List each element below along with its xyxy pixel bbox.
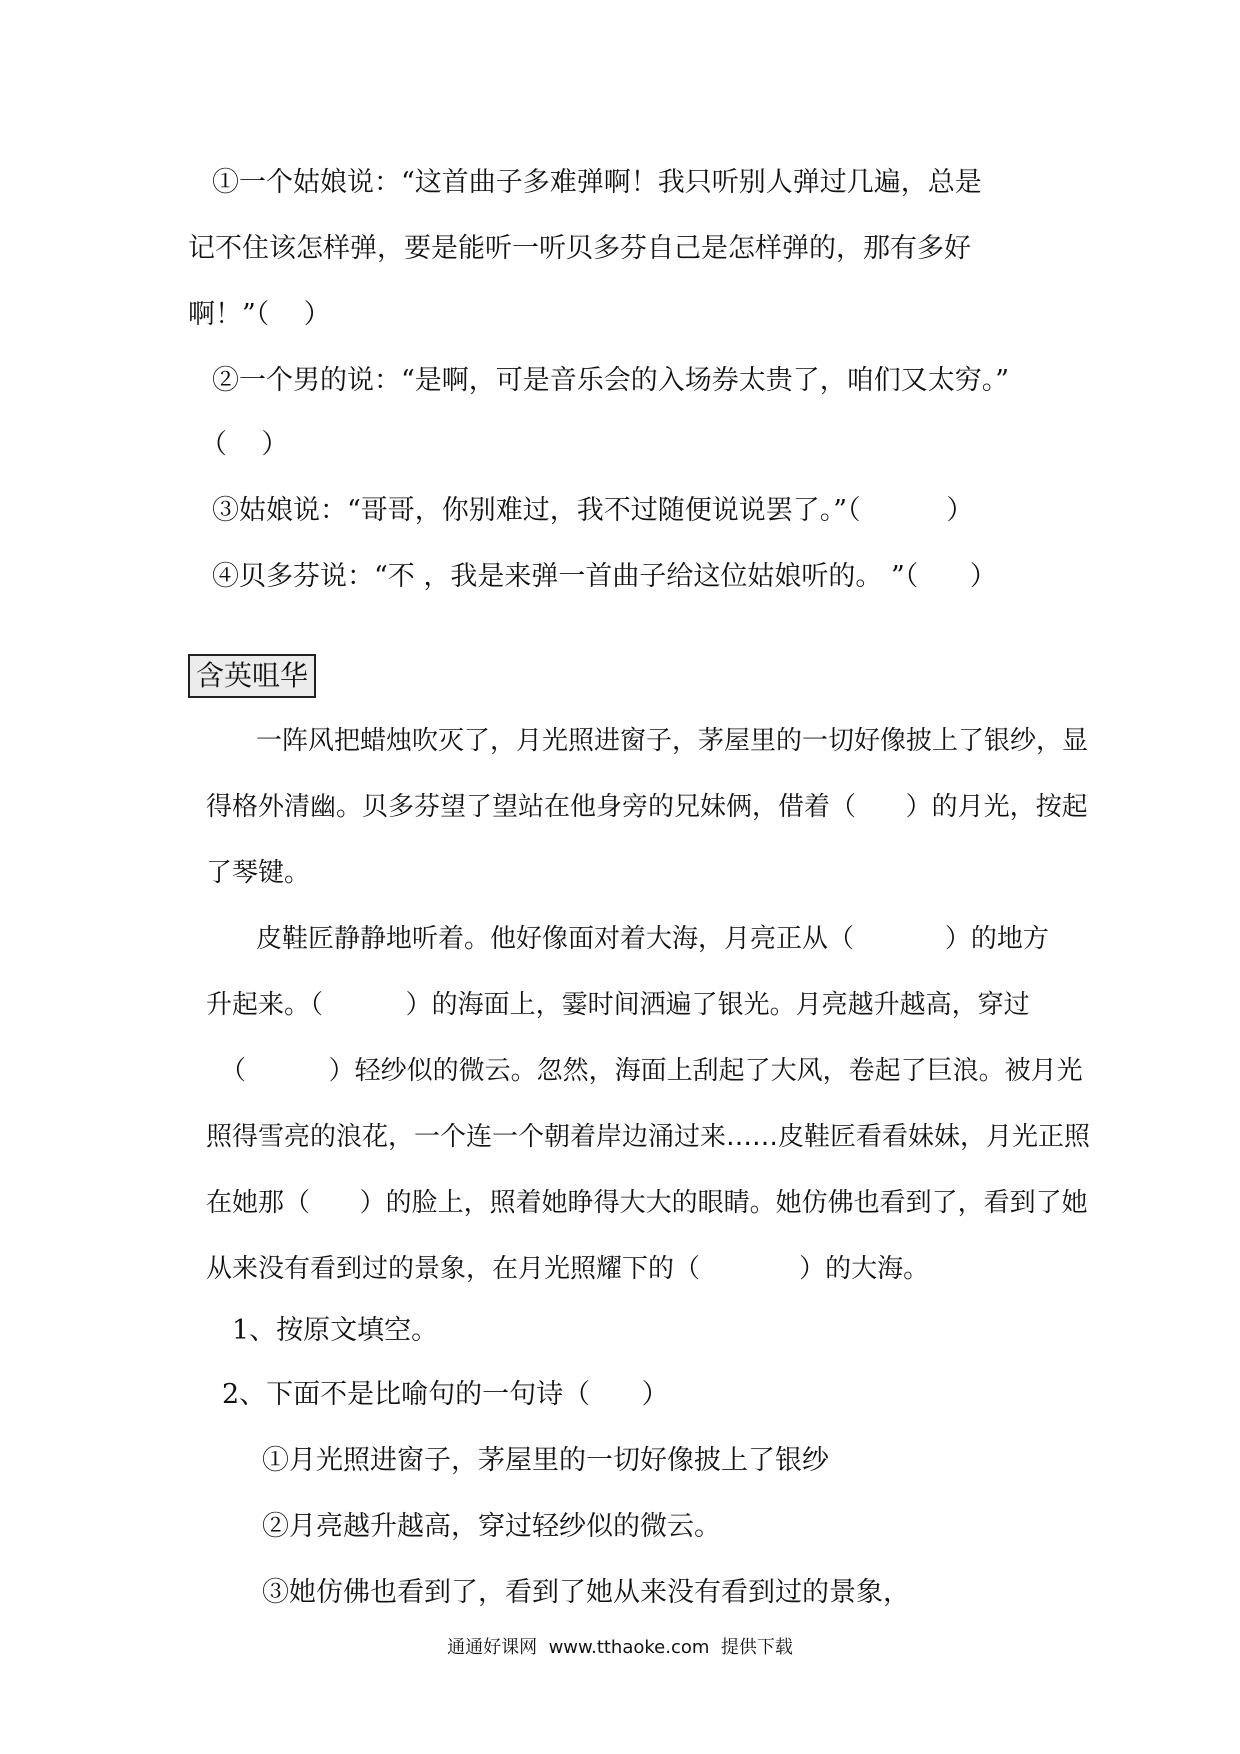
passage-line-4: 皮鞋匠静静地听着。他好像面对着大海，月亮正从（ ）的地方 (256, 924, 1049, 954)
passage-line-7: 照得雪亮的浪花，一个连一个朝着岸边涌过来……皮鞋匠看看妹妹，月光正照 (206, 1122, 1091, 1152)
passage-line-8: 在她那（ ）的脸上，照着她睁得大大的眼睛。她仿佛也看到了，看到了她 (206, 1188, 1088, 1218)
passage-line-6: （ ）轻纱似的微云。忽然，海面上刮起了大风，卷起了巨浪。被月光 (220, 1056, 1083, 1086)
option-2: ②月亮越升越高，穿过轻纱似的微云。 (262, 1511, 721, 1542)
dialogue-line-5: （ ） (200, 429, 289, 460)
dialogue-line-4: ②一个男的说：“是啊，可是音乐会的入场券太贵了，咱们又太穷。” (212, 365, 1010, 396)
question-2: 2、下面不是比喻句的一句诗（ ） (222, 1379, 669, 1410)
passage-line-5: 升起来。（ ）的海面上，霎时间洒遍了银光。月亮越升越高，穿过 (206, 990, 1030, 1020)
option-1: ①月光照进窗子，茅屋里的一切好像披上了银纱 (262, 1445, 829, 1476)
dialogue-line-3: 啊！”（ ） (188, 299, 331, 330)
passage-line-2: 得格外清幽。贝多芬望了望站在他身旁的兄妹俩，借着（ ）的月光，按起 (206, 792, 1088, 822)
option-3: ③她仿佛也看到了，看到了她从来没有看到过的景象， (262, 1577, 910, 1608)
dialogue-line-2: 记不住该怎样弹，要是能听一听贝多芬自己是怎样弹的，那有多好 (188, 233, 971, 264)
passage-line-3: 了琴键。 (206, 858, 311, 888)
question-1: 1、按原文填空。 (232, 1315, 439, 1346)
dialogue-line-1: ①一个姑娘说：“这首曲子多难弹啊！我只听别人弹过几遍，总是 (212, 167, 982, 198)
section-title: 含英咀华 (188, 654, 316, 698)
dialogue-line-7: ④贝多芬说：“不 ，我是来弹一首曲子给这位姑娘听的。 ”（ ） (212, 561, 997, 592)
passage-line-9: 从来没有看到过的景象，在月光照耀下的（ ）的大海。 (206, 1254, 930, 1284)
dialogue-line-6: ③姑娘说：“哥哥，你别难过，我不过随便说说罢了。”（ ） (212, 495, 974, 526)
passage-line-1: 一阵风把蜡烛吹灭了，月光照进窗子，茅屋里的一切好像披上了银纱，显 (256, 726, 1089, 756)
footer-text: 通通好课网 www.tthaoke.com 提供下载 (447, 1637, 793, 1658)
